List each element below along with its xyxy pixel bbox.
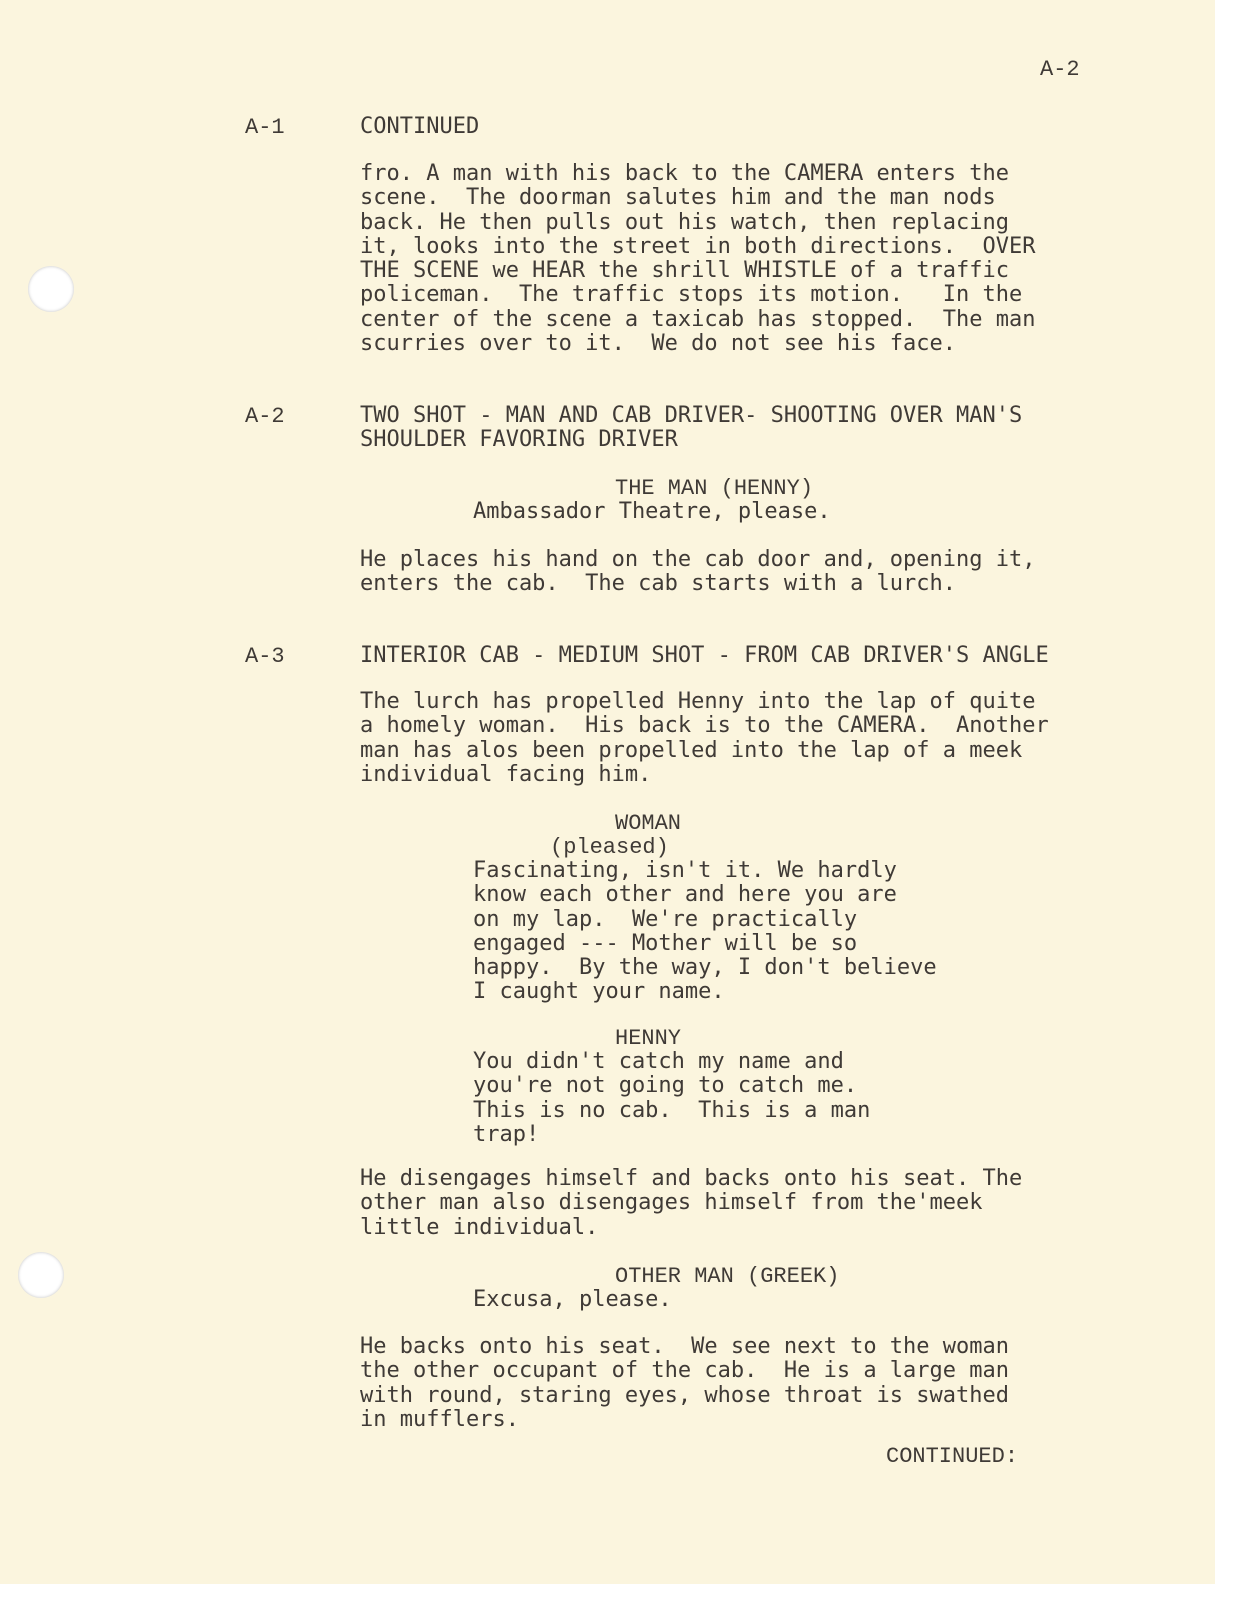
action-paragraph: The lurch has propelled Henny into the lap of quite a homely woman. His back is to the CAMERA. Another man has alos been propelled into the lap of a meek individual facing him.: [360, 689, 1049, 787]
action-paragraph: fro. A man with his back to the CAMERA enters the scene. The doorman salutes him and the man nods back. He then pulls out his watch, then replacing it, looks into the street in both directions. OVER THE SCENE we HEAR the shrill WHISTLE of a traffic policeman. The traffic stops its motion. In the center of the scene a taxicab has stopped. The man scurries over to it. We do not see his face.: [360, 161, 1036, 357]
action-paragraph: He backs onto his seat. We see next to the woman the other occupant of the cab. He is a large man with round, staring eyes, whose throat is swathed in mufflers.: [360, 1334, 1010, 1432]
character-name: HENNY: [615, 1026, 682, 1051]
action-paragraph: He disengages himself and backs onto his seat. The other man also disengages himself from the'meek little individual.: [360, 1166, 1023, 1240]
action-paragraph: He places his hand on the cab door and, opening it, enters the cab. The cab starts with a lurch.: [360, 547, 1036, 597]
continued-footer: CONTINUED:: [886, 1444, 1019, 1469]
scene-heading: TWO SHOT - MAN AND CAB DRIVER- SHOOTING OVER MAN'S SHOULDER FAVORING DRIVER: [360, 403, 1023, 453]
scene-number: A-2: [245, 404, 285, 429]
character-name: WOMAN: [615, 811, 682, 836]
scene-number: A-3: [245, 644, 285, 669]
dialogue-line: Fascinating, isn't it. We hardly know each other and here you are on my lap. We're practically engaged --- Mother will be so happy. By the way, I don't believe I caught your name.: [473, 858, 937, 1005]
scene-heading: INTERIOR CAB - MEDIUM SHOT - FROM CAB DRIVER'S ANGLE: [360, 643, 1049, 668]
character-name: OTHER MAN (GREEK): [615, 1264, 840, 1289]
dialogue-line: You didn't catch my name and you're not going to catch me. This is no cab. This is a man trap!: [473, 1049, 871, 1147]
scene-heading: CONTINUED: [360, 114, 480, 139]
dialogue-line: Excusa, please.: [473, 1287, 672, 1312]
character-name: THE MAN (HENNY): [615, 476, 814, 501]
parenthetical: (pleased): [550, 835, 669, 860]
page-number: A-2: [1040, 57, 1080, 82]
binder-hole-bottom: [18, 1252, 64, 1298]
dialogue-line: Ambassador Theatre, please.: [473, 499, 831, 524]
binder-hole-top: [28, 266, 74, 312]
scene-number: A-1: [245, 115, 285, 140]
